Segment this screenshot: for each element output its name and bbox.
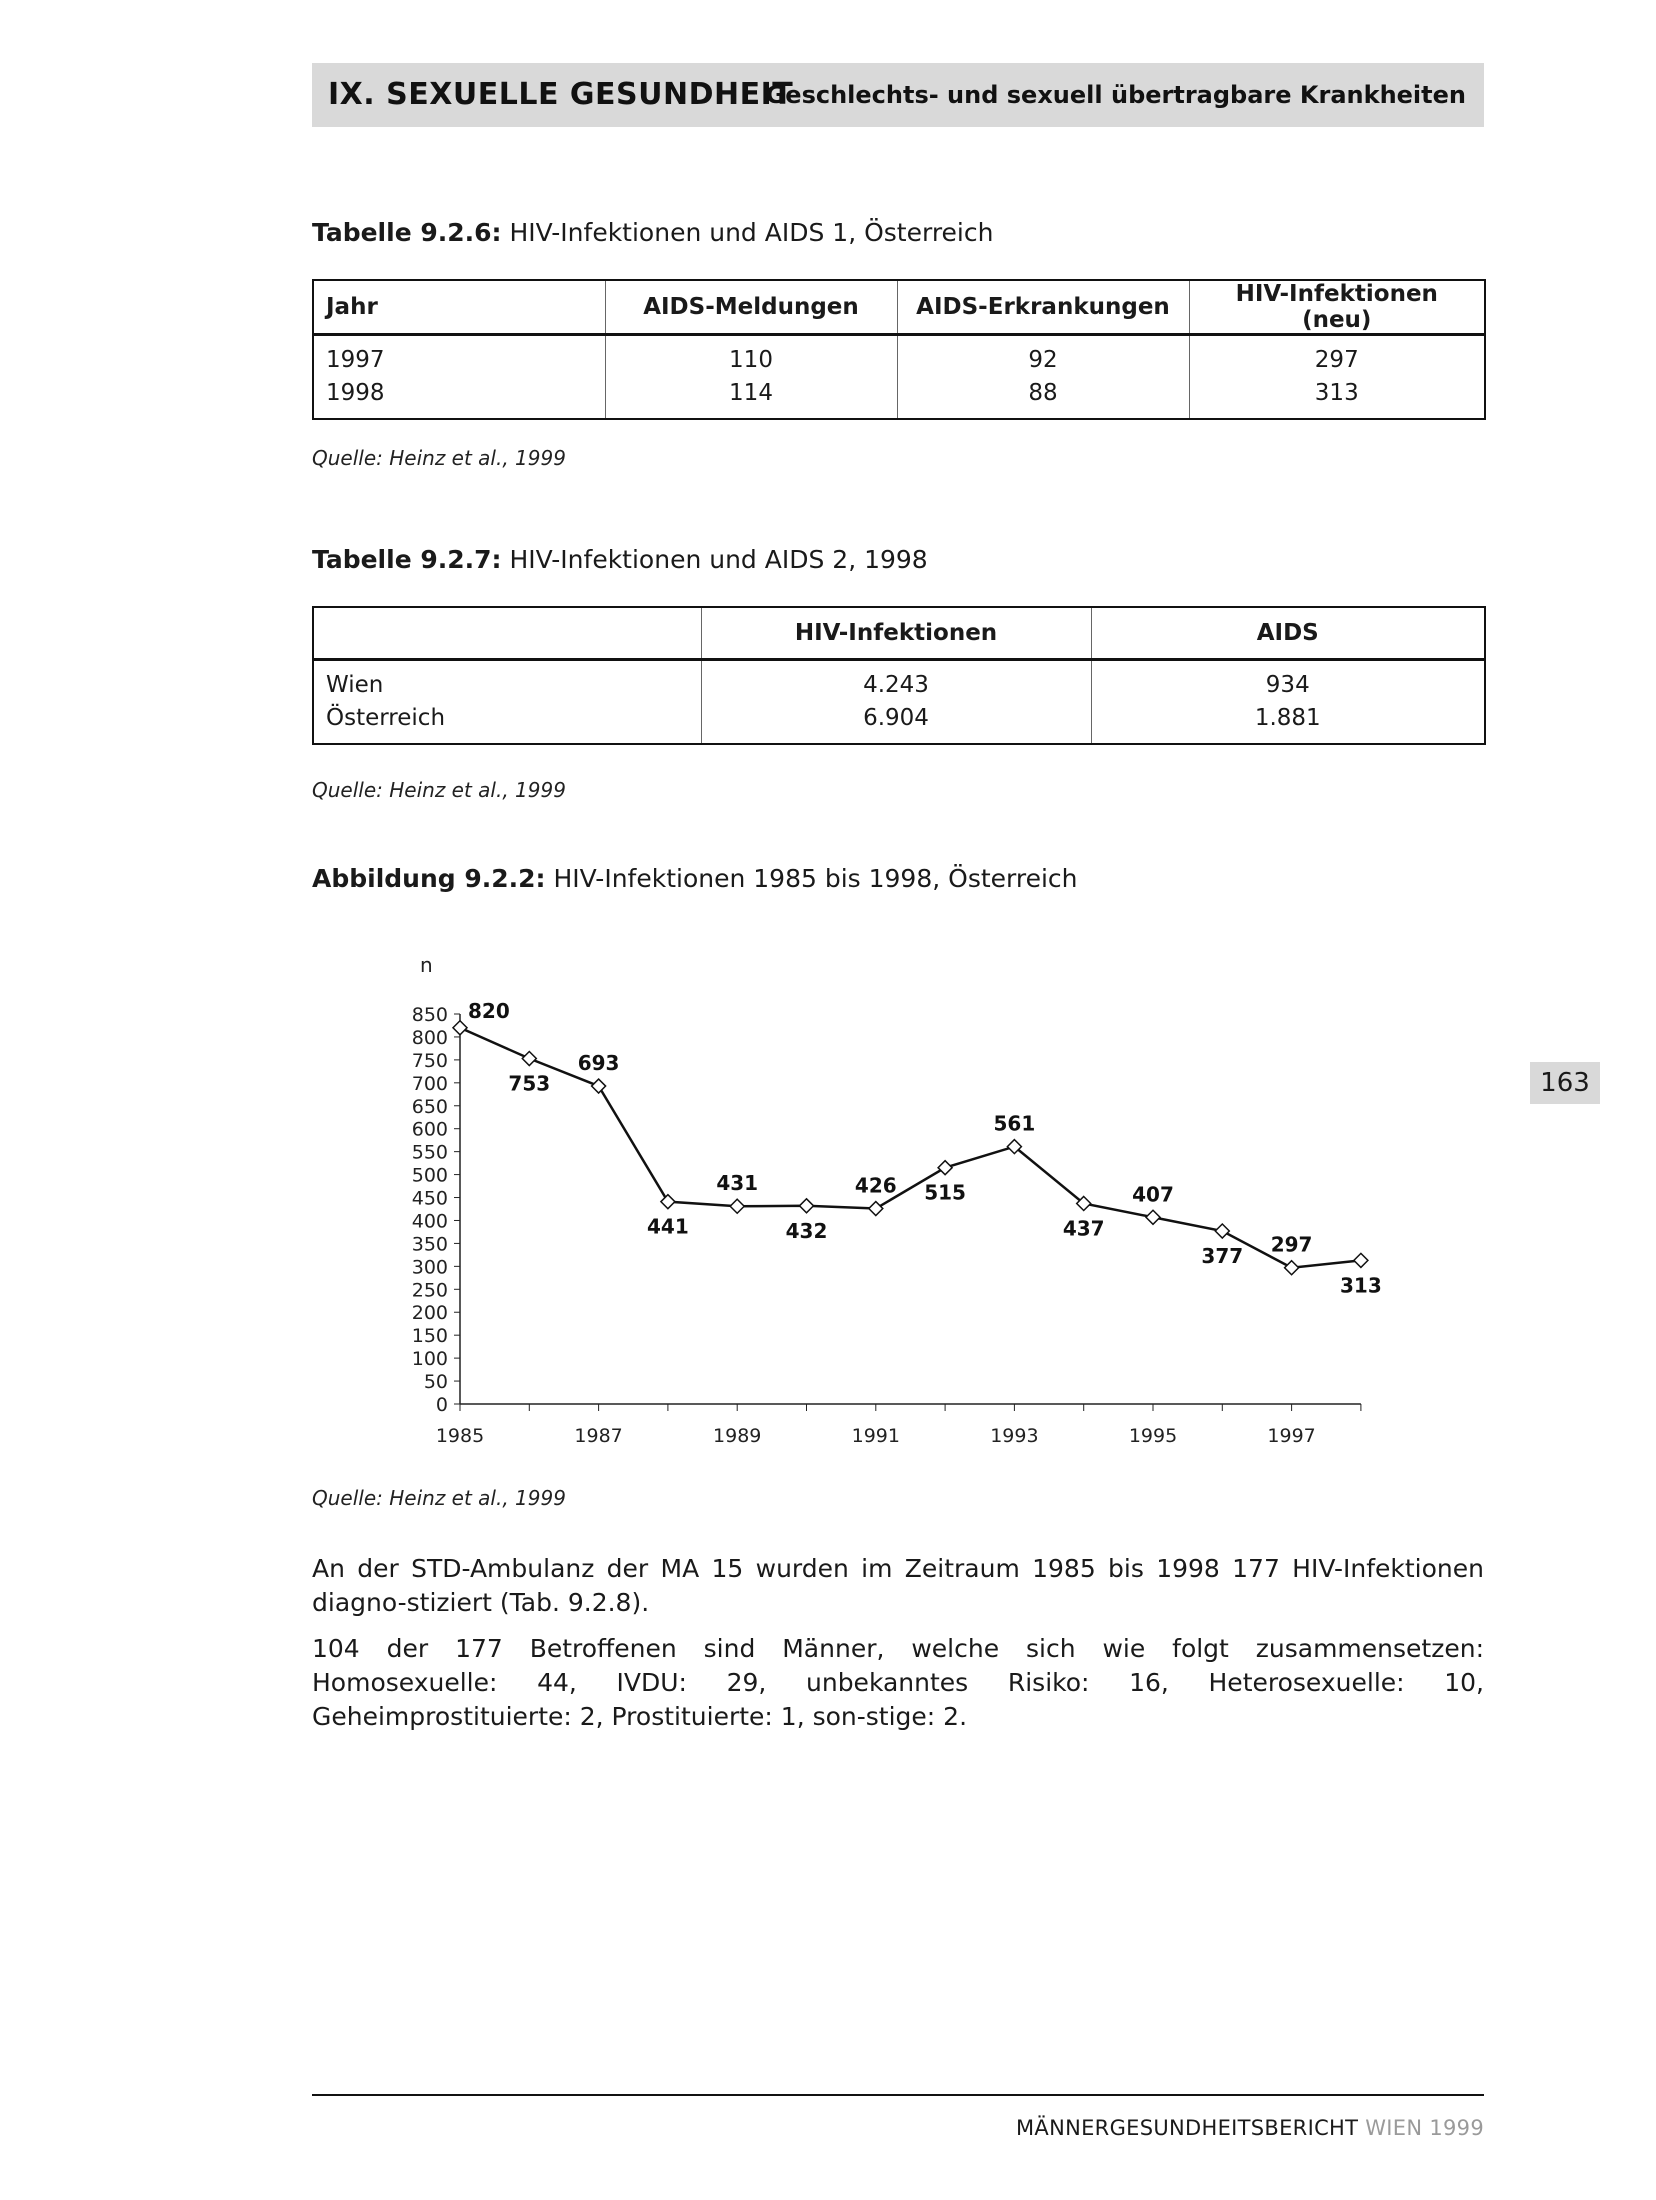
data-label: 431 (716, 1171, 759, 1196)
cell-year: 1998 (326, 380, 385, 406)
cell-value: 88 (897, 377, 1189, 419)
y-tick-label: 50 (423, 1371, 448, 1394)
data-point (1354, 1253, 1368, 1267)
y-tick-label: 750 (411, 1049, 448, 1072)
data-point (730, 1199, 744, 1213)
footer-rule (312, 2094, 1484, 2096)
data-label: 437 (1062, 1216, 1105, 1241)
page-number: 163 (1530, 1062, 1600, 1104)
figure-source: Quelle: Heinz et al., 1999 (312, 1486, 566, 1510)
data-label: 441 (647, 1214, 689, 1239)
table2-label: Tabelle 9.2.7: (312, 545, 502, 574)
x-tick-label: 1985 (435, 1425, 485, 1447)
data-point (661, 1195, 675, 1209)
data-label: 407 (1132, 1182, 1174, 1207)
col-header-jahr: Jahr (313, 280, 605, 335)
y-tick-label: 450 (411, 1187, 448, 1210)
data-point (869, 1202, 883, 1216)
y-tick-label: 500 (411, 1164, 448, 1187)
cell-value: 934 (1091, 660, 1485, 703)
y-tick-label: 600 (411, 1118, 448, 1141)
col-header-aids-erkrankungen: AIDS-Erkrankungen (897, 280, 1189, 335)
cell-year: 1997 (326, 347, 385, 373)
y-tick-label: 650 (411, 1095, 448, 1118)
data-label: 561 (993, 1111, 1036, 1136)
chapter-subtitle: Geschlechts- und sexuell übertragbare Krankheiten (765, 81, 1466, 109)
col-header-hiv-infektionen: HIV-Infektionen (701, 607, 1091, 660)
y-axis-label: n (420, 953, 433, 977)
col-header-aids: AIDS (1091, 607, 1485, 660)
data-point (1285, 1261, 1299, 1275)
footer (1016, 2116, 1484, 2140)
y-tick-label: 150 (411, 1325, 448, 1348)
y-tick-label: 200 (411, 1302, 448, 1325)
table-hiv-aids-1 (312, 279, 1486, 420)
data-label: 515 (924, 1180, 966, 1205)
data-point (1146, 1210, 1160, 1224)
data-label: 693 (577, 1051, 620, 1076)
y-tick-label: 800 (411, 1026, 448, 1049)
y-tick-label: 850 (411, 1004, 448, 1026)
figure-caption (312, 864, 1078, 893)
table-header-row (313, 280, 1485, 335)
cell-value: 297 (1189, 335, 1485, 378)
y-tick-label: 550 (411, 1141, 448, 1164)
x-tick-label: 1997 (1267, 1425, 1316, 1447)
y-tick-label: 300 (411, 1256, 448, 1279)
x-tick-label: 1995 (1128, 1425, 1178, 1447)
table2-title: HIV-Infektionen und AIDS 2, 1998 (501, 545, 928, 574)
col-header-aids-meldungen: AIDS-Meldungen (605, 280, 897, 335)
cell-value: 114 (605, 377, 897, 419)
table1-title: HIV-Infektionen und AIDS 1, Österreich (501, 218, 994, 247)
cell-value: 4.243 (701, 660, 1091, 703)
y-tick-label: 100 (411, 1348, 448, 1371)
cell-value: 313 (1189, 377, 1485, 419)
data-point (453, 1021, 467, 1035)
table1-source: Quelle: Heinz et al., 1999 (312, 446, 566, 470)
chapter-header (312, 63, 1484, 127)
x-tick-label: 1991 (851, 1425, 900, 1447)
figure-label: Abbildung 9.2.2: (312, 864, 546, 893)
table-hiv-aids-2 (312, 606, 1486, 745)
data-label: 432 (785, 1218, 828, 1243)
footer-suffix: WIEN 1999 (1358, 2116, 1484, 2140)
cell-value: 1.881 (1091, 702, 1485, 744)
data-point (522, 1052, 536, 1066)
data-label: 297 (1270, 1232, 1313, 1257)
table-row (313, 660, 1485, 703)
data-label: 377 (1201, 1244, 1244, 1269)
table-row (313, 377, 1485, 419)
y-tick-label: 250 (411, 1279, 448, 1302)
table2-caption (312, 545, 928, 574)
table-header-row (313, 607, 1485, 660)
x-tick-label: 1987 (574, 1425, 623, 1447)
y-tick-label: 700 (411, 1072, 448, 1095)
cell-region: Österreich (326, 705, 446, 731)
figure-title: HIV-Infektionen 1985 bis 1998, Österreich (545, 864, 1078, 893)
cell-value: 6.904 (701, 702, 1091, 744)
table1-caption (312, 218, 993, 247)
y-tick-label: 400 (411, 1210, 448, 1233)
data-point (800, 1199, 814, 1213)
data-point (1215, 1224, 1229, 1238)
table-row (313, 335, 1485, 378)
y-tick-label: 350 (411, 1233, 448, 1256)
footer-title: MÄNNERGESUNDHEITSBERICHT (1016, 2116, 1359, 2140)
data-point (938, 1161, 952, 1175)
table-row (313, 702, 1485, 744)
paragraph-2: 104 der 177 Betroffenen sind Männer, welche sich wie folgt zusammensetzen: Homosexuelle: 44, IVDU: 29, unbekanntes Risiko: 16, Heterosexuelle: 10, Geheimprostituierte: 2, Prostituierte: 1, son-stige: 2. (312, 1634, 1484, 1731)
x-tick-label: 1989 (713, 1425, 762, 1447)
data-label: 426 (854, 1173, 897, 1198)
data-label: 313 (1340, 1273, 1382, 1298)
col-header-region (313, 607, 701, 660)
data-label: 820 (468, 998, 510, 1023)
cell-region: Wien (326, 672, 384, 698)
y-tick-label: 0 (435, 1394, 448, 1416)
data-label: 753 (508, 1071, 551, 1096)
data-point (592, 1079, 606, 1093)
paragraph-1: An der STD-Ambulanz der MA 15 wurden im Zeitraum 1985 bis 1998 177 HIV-Infektionen diagno-stiziert (Tab. 9.2.8). (312, 1554, 1484, 1617)
chapter-title: IX. SEXUELLE GESUNDHEIT (328, 77, 794, 112)
col-header-hiv-infektionen: HIV-Infektionen (neu) (1189, 280, 1485, 335)
table2-source: Quelle: Heinz et al., 1999 (312, 778, 566, 802)
cell-value: 110 (605, 335, 897, 378)
x-tick-label: 1993 (990, 1425, 1039, 1447)
table1-label: Tabelle 9.2.6: (312, 218, 502, 247)
cell-value: 92 (897, 335, 1189, 378)
hiv-line-chart (380, 940, 1420, 1470)
